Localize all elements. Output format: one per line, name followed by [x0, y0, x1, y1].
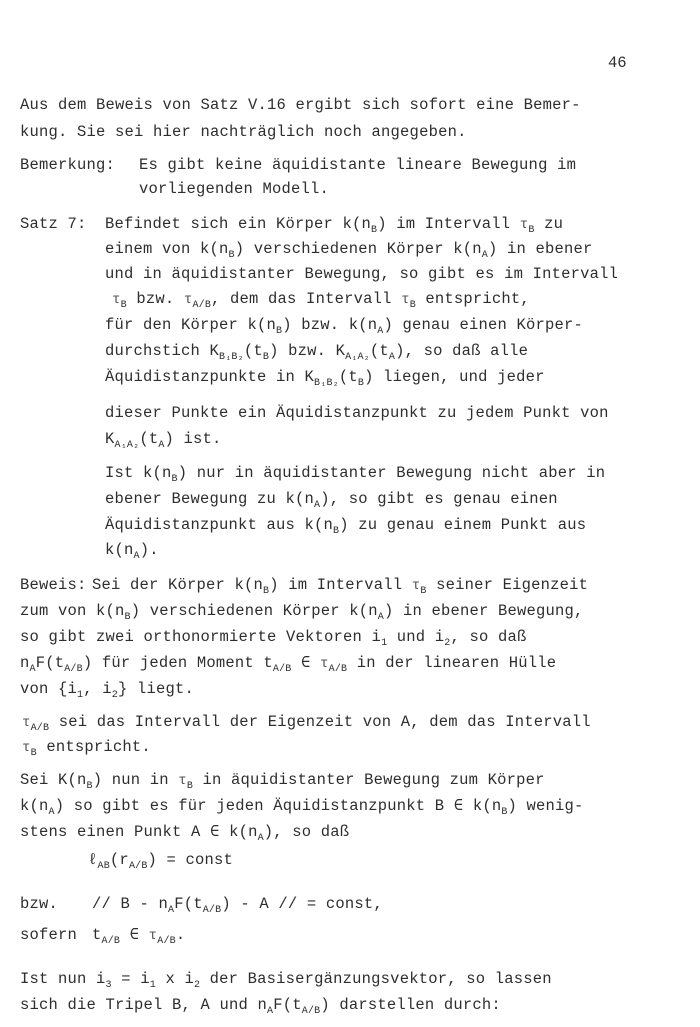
proof-line-9: $k(n_A)$ so gibt es für jeden Äquidistanzpunkt B ∈ $k(n_B)$ wenig-	[20, 797, 584, 819]
intro-line-2: kung. Sie sei hier nachträglich noch angegeben.	[20, 123, 467, 141]
proof-line-6: $\tau_{A/B}$ sei das Intervall der Eigenzeit von A, dem das Intervall	[22, 713, 591, 735]
remark-label: Bemerkung:	[20, 156, 116, 174]
remark-line-1: Es gibt keine äquidistante lineare Bewegung im	[139, 156, 577, 174]
theorem-line-8: dieser Punkte ein Äquidistanzpunkt zu jedem Punkt von	[105, 404, 609, 422]
theorem-line-9: $K_{A_1A_2}(t_A)$ ist.	[105, 430, 222, 452]
formula-2: // B - $n_AF(t_{A/B})$ - A // = const,	[92, 895, 383, 917]
proof-label: Beweis:	[20, 576, 87, 594]
theorem-line-11: ebener Bewegung zu $k(n_A)$, so gibt es genau einen	[105, 490, 558, 512]
proof-line-8: Sei $K(n_B)$ nun in $\tau_B$ in äquidistanter Bewegung zum Körper	[20, 771, 545, 793]
theorem-line-13: $k(n_A)$.	[105, 541, 159, 563]
formula-3: $t_{A/B}$ ∈ $\tau_{A/B}$.	[92, 926, 186, 948]
formula-1: $\ell_{AB}(r_{A/B})$ = const	[88, 851, 234, 873]
proof-line-4: $n_AF(t_{A/B})$ für jeden Moment $t_{A/B}$ ∈ $\tau_{A/B}$ in der linearen Hülle	[20, 654, 557, 676]
theorem-line-6: durchstich $K_{B_1B_2}(t_B)$ bzw. $K_{A_1A_2}(t_A)$, so daß alle	[105, 342, 529, 364]
proof-last-line-1: Ist nun $i_3 = i_1$ x $i_2$ der Basisergänzungsvektor, so lassen	[20, 970, 552, 992]
theorem-line-7: Äquidistanzpunkte in $K_{B_1B_2}(t_B)$ liegen, und jeder	[105, 368, 545, 390]
intro-line-1: Aus dem Beweis von Satz V.16 ergibt sich sofort eine Bemer-	[20, 96, 581, 114]
proof-line-3: so gibt zwei orthonormierte Vektoren $i_1$ und $i_2$, so daß	[20, 628, 527, 650]
formula-2-label: bzw.	[20, 895, 59, 913]
theorem-label: Satz 7:	[20, 215, 87, 233]
theorem-line-3: und in äquidistanter Bewegung, so gibt es im Intervall	[105, 265, 619, 283]
theorem-line-10: Ist $k(n_B)$ nur in äquidistanter Bewegung nicht aber in	[105, 464, 606, 486]
remark-line-2: vorliegenden Modell.	[139, 180, 330, 198]
theorem-line-4: $\tau_B$ bzw. $\tau_{A/B}$, dem das Intervall $\tau_B$ entspricht,	[112, 290, 530, 312]
theorem-line-2: einem von $k(n_B)$ verschiedenen Körper $k(n_A)$ in ebener	[105, 240, 593, 262]
proof-line-2: zum von $k(n_B)$ verschiedenen Körper $k(n_A)$ in ebener Bewegung,	[20, 602, 584, 624]
formula-3-label: sofern	[20, 926, 78, 944]
theorem-line-1: Befindet sich ein Körper $k(n_B)$ im Intervall $\tau_B$ zu	[105, 215, 564, 237]
proof-line-1: Sei der Körper $k(n_B)$ im Intervall $\tau_B$ seiner Eigenzeit	[92, 576, 589, 598]
proof-last-line-2: sich die Tripel B, A und $n_AF(t_{A/B})$ darstellen durch:	[20, 996, 501, 1018]
page-number: 46	[608, 54, 627, 72]
proof-line-10: stens einen Punkt A ∈ $k(n_A)$, so daß	[20, 823, 350, 845]
proof-line-5: von {$i_1$, $i_2$} liegt.	[20, 680, 194, 702]
theorem-line-12: Äquidistanzpunkt aus $k(n_B)$ zu genau einem Punkt aus	[105, 516, 587, 538]
theorem-line-5: für den Körper $k(n_B)$ bzw. $k(n_A)$ genau einen Körper-	[105, 316, 583, 338]
proof-line-7: $\tau_B$ entspricht.	[22, 738, 151, 760]
